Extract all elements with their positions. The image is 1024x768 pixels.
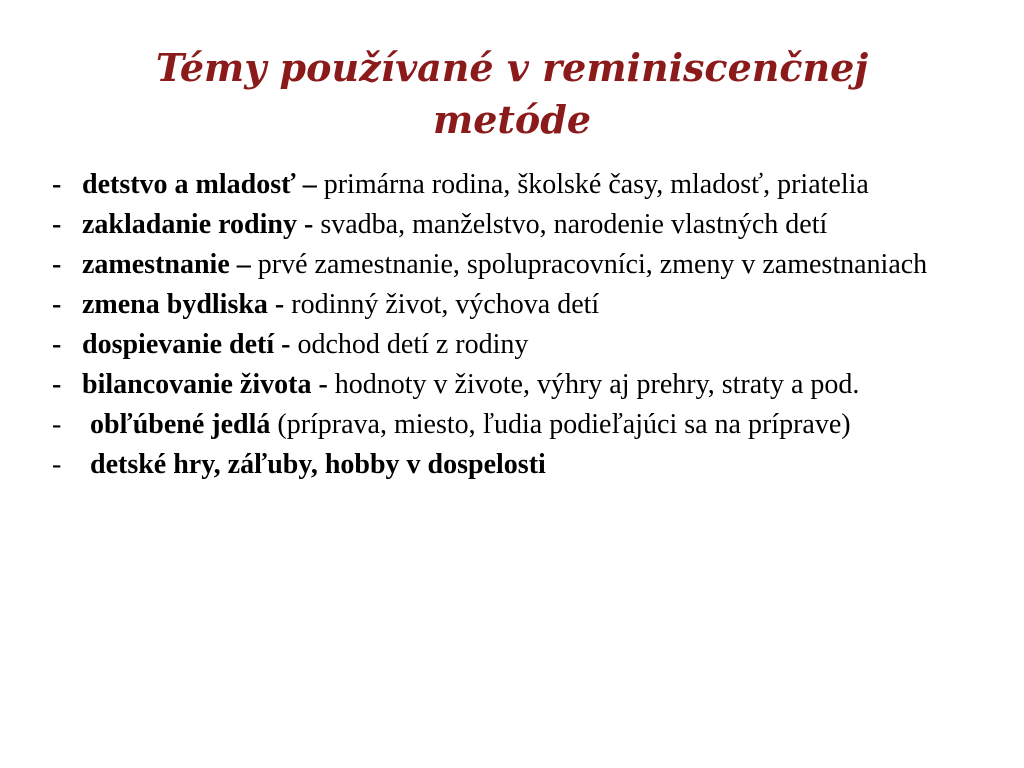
list-item <box>52 290 982 320</box>
list-item-term: zakladanie rodiny - <box>82 209 314 240</box>
list-item-text: prvé zamestnanie, spolupracovníci, zmeny v zamestnaniach <box>250 249 928 280</box>
list-item-term: dospievanie detí - <box>82 329 291 360</box>
bullet-dash: - <box>52 209 62 240</box>
list-item-term: zmena bydliska - <box>82 289 285 320</box>
list-item-content <box>82 250 982 280</box>
bullet-dash: - <box>52 249 62 280</box>
bullet-dash: - <box>52 289 62 320</box>
list-item-text: hodnoty v živote, výhry aj prehry, straty a pod. <box>327 369 860 400</box>
list-item-term: bilancovanie života - <box>82 369 328 400</box>
list-item-text: odchod detí z rodiny <box>290 329 529 360</box>
list-item <box>52 370 982 400</box>
slide-title-line-2: metóde <box>432 97 592 142</box>
list-item-content <box>82 290 982 320</box>
list-item <box>52 410 982 440</box>
bullet-dash: - <box>52 329 62 360</box>
list-item-text: primárna rodina, školské časy, mladosť, priatelia <box>316 169 869 200</box>
list-item-content <box>90 450 982 480</box>
list-item <box>52 330 982 360</box>
list-item-content <box>82 370 982 400</box>
list-item-text: rodinný život, výchova detí <box>284 289 600 320</box>
list-item-text: (príprava, miesto, ľudia podieľajúci sa na príprave) <box>270 409 851 440</box>
list-item <box>52 210 982 240</box>
topic-list <box>52 170 982 490</box>
slide-title <box>60 42 964 146</box>
list-item <box>52 250 982 280</box>
bullet-dash: - <box>52 369 62 400</box>
slide-title-line-1: Témy používané v reminiscenčnej <box>155 45 869 90</box>
bullet-dash: - <box>52 169 62 200</box>
list-item <box>52 170 982 200</box>
list-item-term: detstvo a mladosť – <box>82 169 317 200</box>
list-item-content <box>90 410 982 440</box>
list-item-text: svadba, manželstvo, narodenie vlastných detí <box>313 209 828 240</box>
list-item-content <box>82 330 982 360</box>
list-item-content <box>82 170 982 200</box>
list-item-content <box>82 210 982 240</box>
list-item <box>52 450 982 480</box>
bullet-dash: - <box>52 449 62 480</box>
list-item-term: detské hry, záľuby, hobby v dospelosti <box>90 449 546 480</box>
list-item-term: zamestnanie – <box>82 249 251 280</box>
bullet-dash: - <box>52 409 62 440</box>
list-item-term: obľúbené jedlá <box>90 409 271 440</box>
